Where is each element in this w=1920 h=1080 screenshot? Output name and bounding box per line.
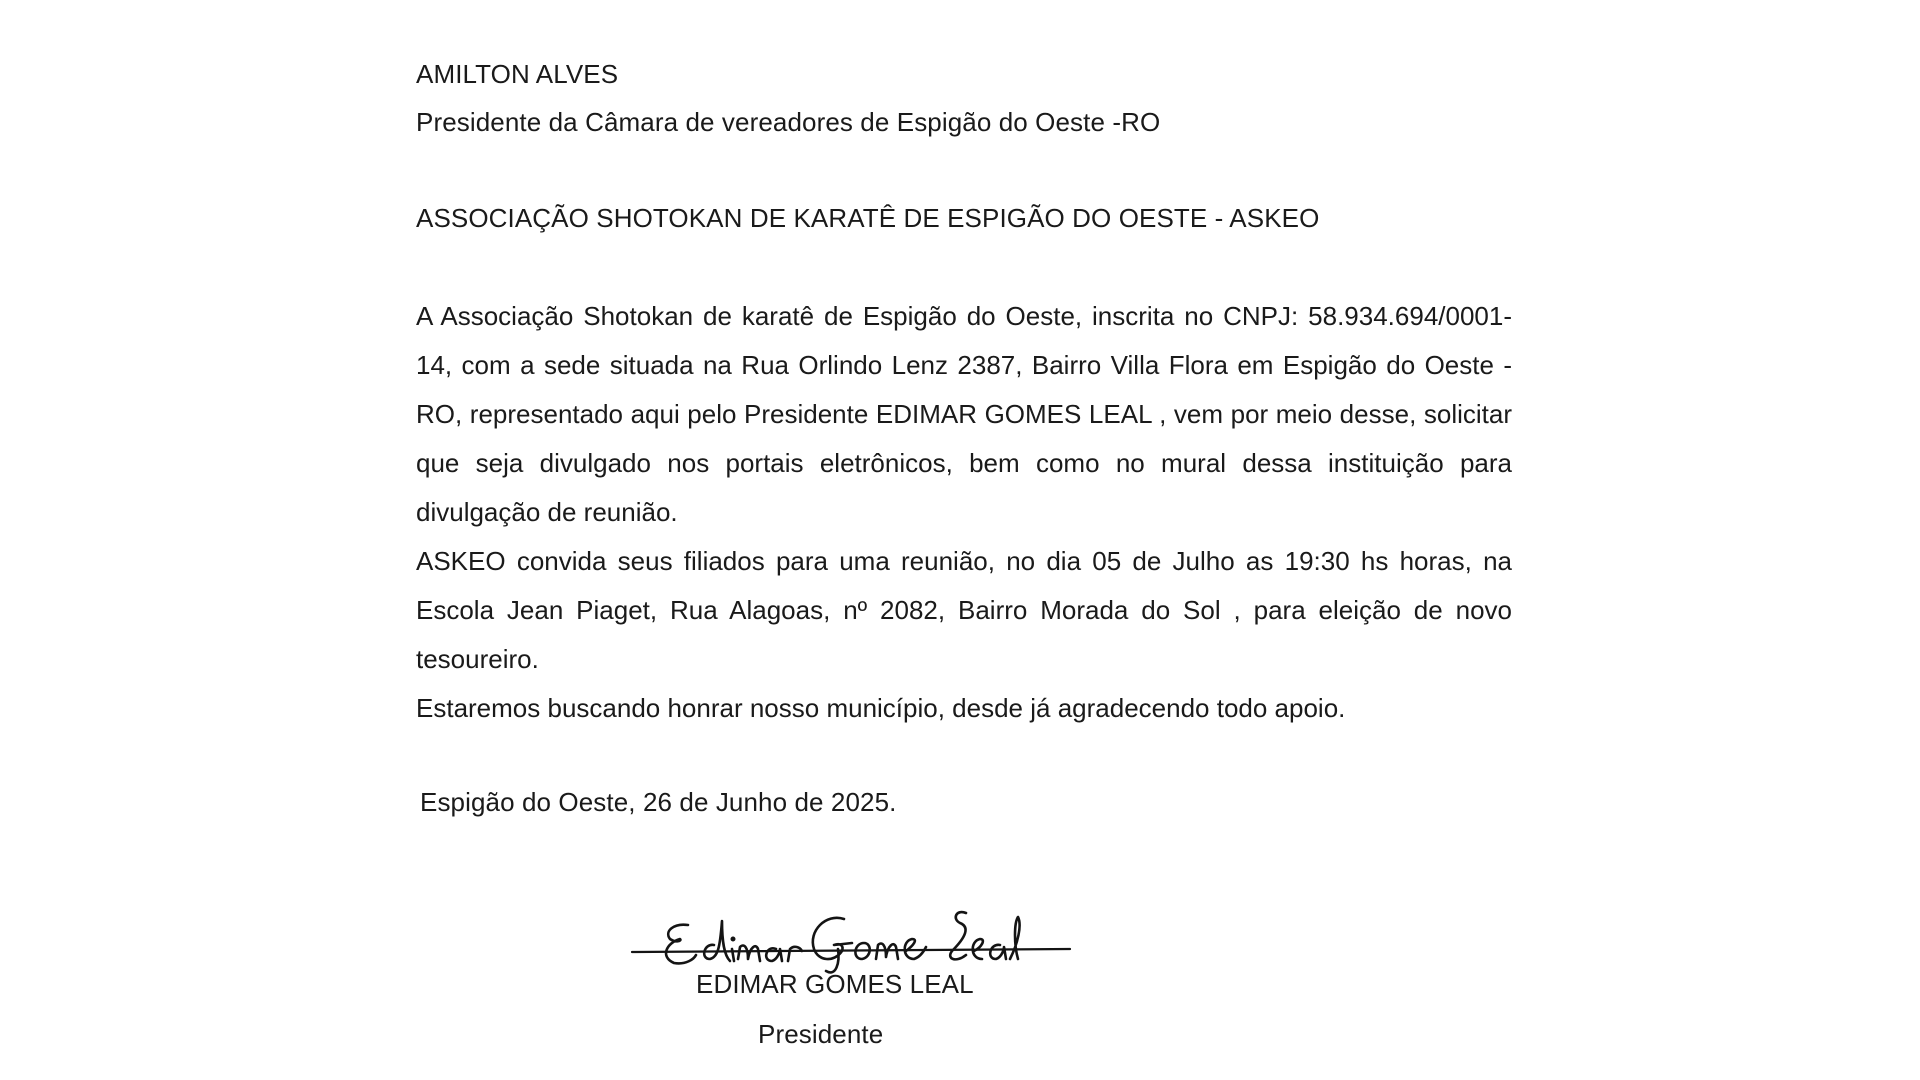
handwritten-signature — [630, 905, 1072, 975]
signer-role: Presidente — [758, 1019, 884, 1049]
body-paragraph-meeting: ASKEO convida seus filiados para uma reunião, no dia 05 de Julho as 19:30 hs horas, na Escola Jean Piaget, Rua Alagoas, nº 2082, Bairro Morada do Sol , para eleição de novo tesoureiro. — [416, 546, 1512, 674]
addressee-title: Presidente da Câmara de vereadores de Espigão do Oeste -RO — [416, 107, 1161, 137]
addressee-name: AMILTON ALVES — [416, 59, 619, 89]
signer-name: EDIMAR GOMES LEAL — [696, 969, 974, 999]
body-paragraph-thanks: Estaremos buscando honrar nosso município, desde já agradecendo todo apoio. — [416, 693, 1346, 723]
letter-subject: ASSOCIAÇÃO SHOTOKAN DE KARATÊ DE ESPIGÃO DO OESTE - ASKEO — [416, 203, 1320, 233]
letter-date-place: Espigão do Oeste, 26 de Junho de 2025. — [420, 787, 897, 817]
letter-body — [416, 292, 1512, 733]
signature-drawing — [630, 905, 1072, 975]
body-paragraph-request: A Associação Shotokan de karatê de Espigão do Oeste, inscrita no CNPJ: 58.934.694/0001-14, com a sede situada na Rua Orlindo Lenz 2387, Bairro Villa Flora em Espigão do Oeste -RO, representado aqui pelo Presidente EDIMAR GOMES LEAL , vem por meio desse, solicitar que seja divulgado nos portais eletrônicos, bem como no mural dessa instituição para divulgação de reunião. — [416, 301, 1512, 527]
